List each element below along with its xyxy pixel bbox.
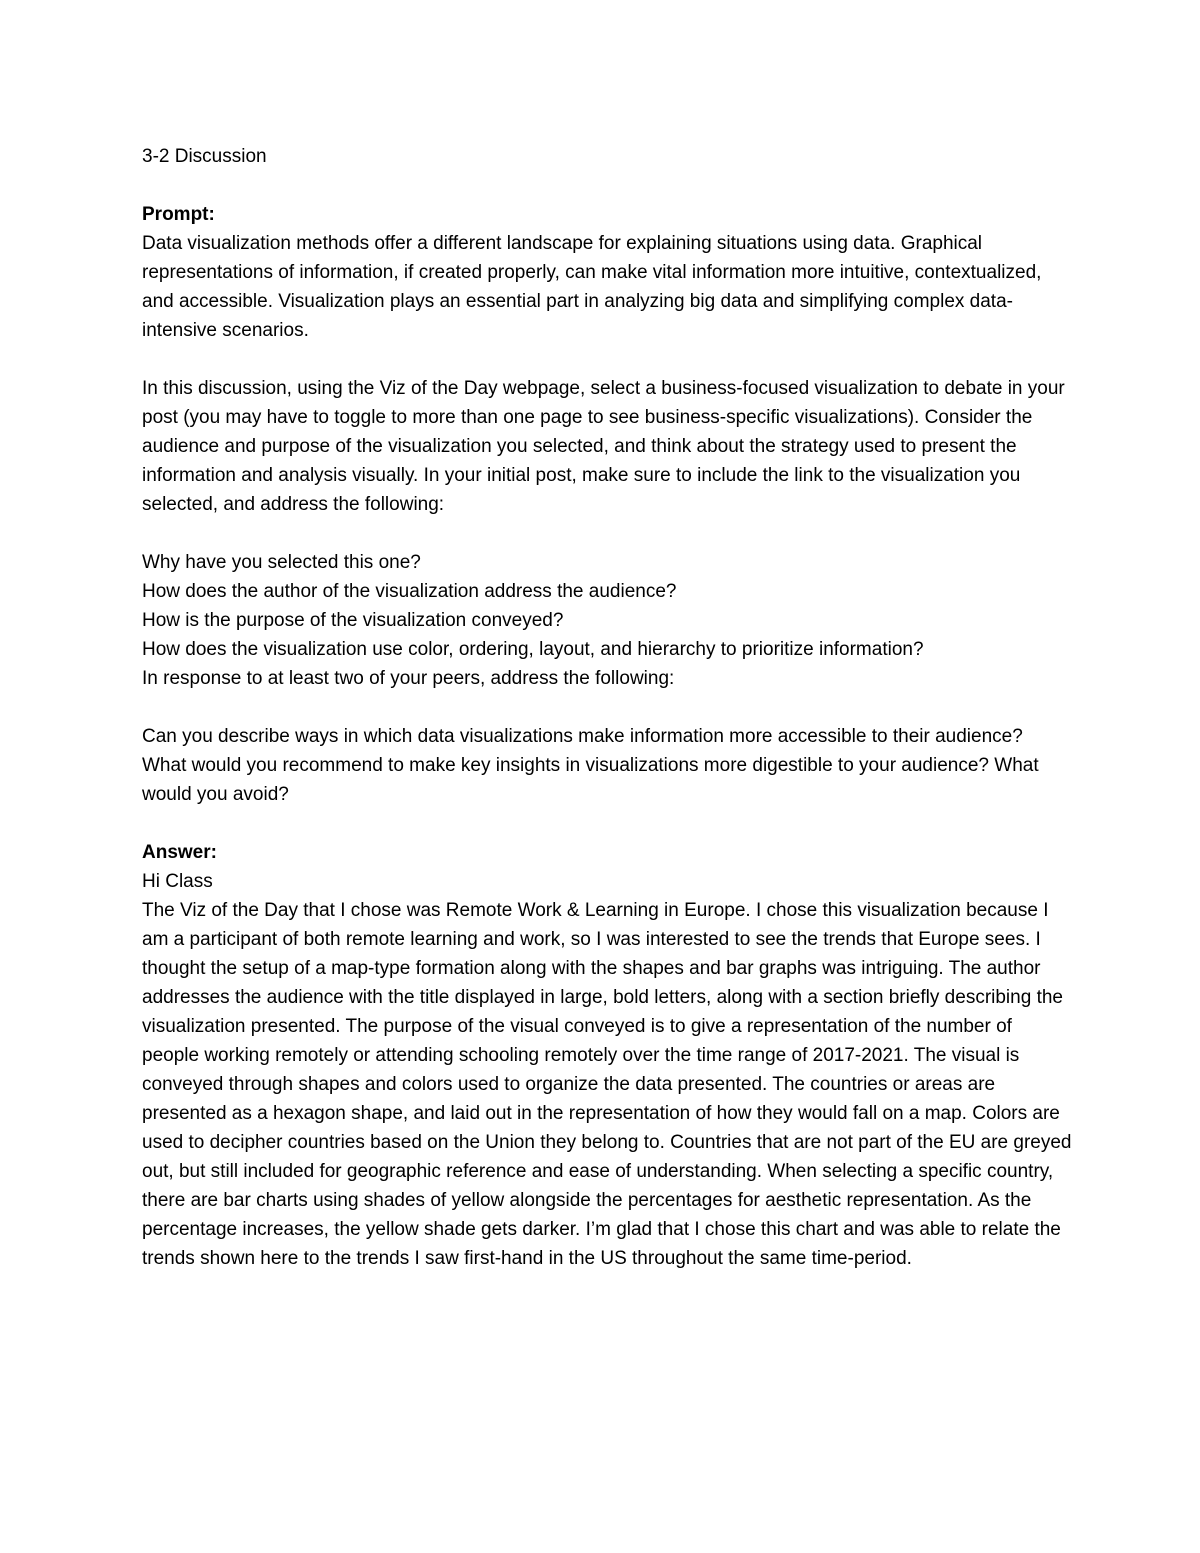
question-item: In response to at least two of your peers, address the following: [142, 668, 675, 689]
question-item: How is the purpose of the visualization conveyed? [142, 610, 564, 631]
question-item: How does the author of the visualization address the audience? [142, 581, 677, 602]
prompt-paragraph-1: Data visualization methods offer a different landscape for explaining situations using data. Graphical representations of information, if created properly, can make vital information more intuitive, contextualized, and accessible. Visualization plays an essential part in analyzing big data and simplifying complex data-intensive scenarios. [142, 233, 1042, 341]
document-body [142, 142, 1072, 1273]
peer-paragraph: Can you describe ways in which data visualizations make information more accessible to their audience? What would you recommend to make key insights in visualizations more digestible to your audience? What would you avoid? [142, 726, 1039, 805]
greeting: Hi Class [142, 871, 213, 892]
prompt-paragraph-2: In this discussion, using the Viz of the Day webpage, select a business-focused visualization to debate in your post (you may have to toggle to more than one page to see business-specific visualizations). Consider the audience and purpose of the visualization you selected, and think about the strategy used to present the information and analysis visually. In your initial post, make sure to include the link to the visualization you selected, and address the following: [142, 378, 1065, 515]
prompt-label: Prompt: [142, 204, 215, 225]
question-item: Why have you selected this one? [142, 552, 421, 573]
answer-paragraph: The Viz of the Day that I chose was Remote Work & Learning in Europe. I chose this visualization because I am a participant of both remote learning and work, so I was interested to see the trends that Europe sees. I thought the setup of a map-type formation along with the shapes and bar graphs was intriguing. The author addresses the audience with the title displayed in large, bold letters, along with a section briefly describing the visualization presented. The purpose of the visual conveyed is to give a representation of the number of people working remotely or attending schooling remotely over the time range of 2017-2021. The visual is conveyed through shapes and colors used to organize the data presented. The countries or areas are presented as a hexagon shape, and laid out in the representation of how they would fall on a map. Colors are used to decipher countries based on the Union they belong to. Countries that are not part of the EU are greyed out, but still included for geographic reference and ease of understanding. When selecting a specific country, there are bar charts using shades of yellow alongside the percentages for aesthetic representation. As the percentage increases, the yellow shade gets darker. I’m glad that I chose this chart and was able to relate the trends shown here to the trends I saw first-hand in the US throughout the same time-period. [142, 900, 1072, 1269]
answer-label: Answer: [142, 842, 217, 863]
question-list [142, 548, 1072, 693]
document-title: 3-2 Discussion [142, 146, 267, 167]
question-item: How does the visualization use color, ordering, layout, and hierarchy to prioritize information? [142, 639, 924, 660]
